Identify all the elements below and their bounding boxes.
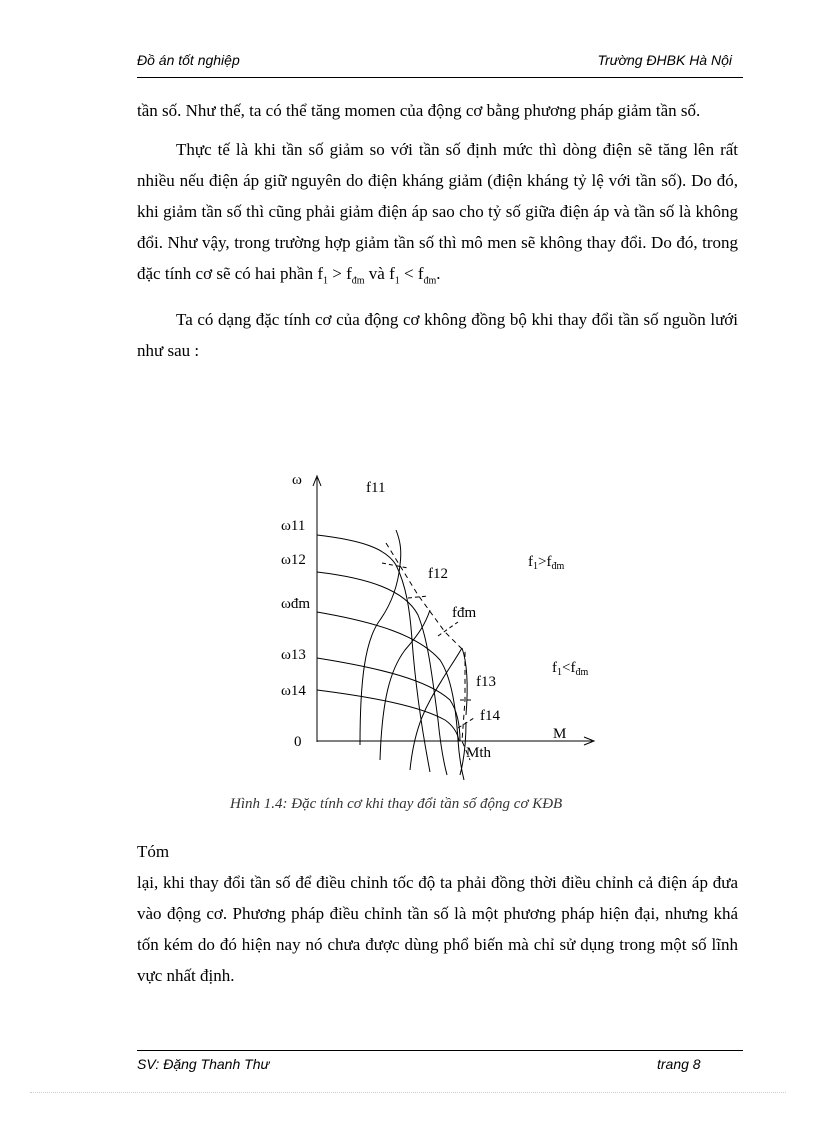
body-lower [137,836,738,991]
paragraph-1: tần số. Như thế, ta có thể tăng momen của động cơ bằng phương pháp giảm tần số. [137,101,701,120]
label-m: M [553,726,567,742]
paragraph-2: Thực tế là khi tần số giảm so với tần số định mức thì dòng điện sẽ tăng lên rất nhiều nếu điện áp giữ nguyên do điện kháng giảm (điện kháng tỷ lệ với tần số). Do đó, khi giảm tần số thì cũng phải giảm điện áp sao cho tỷ số giữa điện áp và tần số là không đổi. Như vậy, trong trường hợp giảm tần số thì mô men sẽ không thay đổi. Do đó, trong đặc tính cơ sẽ có hai phần $f_1 > f_{đm}$ và $f_1 < f_{đm}$. [137,140,738,287]
label-mth: Mth [466,745,492,761]
label-f12: f12 [428,566,448,582]
page-number: trang 8 [657,1056,701,1072]
dash-mark-2 [408,596,428,598]
header-left: Đồ án tốt nghiệp [137,52,240,68]
label-omega12: ω12 [281,552,306,568]
paragraph-3: Ta có dạng đặc tính cơ của động cơ không đồng bộ khi thay đổi tần số nguồn lưới như sau : [137,310,738,361]
curve-omegadm [317,612,464,780]
footer-rule [137,1050,743,1051]
label-f14: f14 [480,708,500,724]
label-omega11: ω11 [281,518,306,534]
label-f1-greater-fdm: $f_1>f_{đm}$ [528,554,565,572]
paragraph-4: lại, khi thay đổi tần số để điều chỉnh tốc độ ta phải đồng thời điều chỉnh cả điện áp đưa vào động cơ. Phương pháp điều chỉnh tần số là một phương pháp hiện đại, nhưng khá tốn kém do đó hiện nay nó chưa được dùng phổ biến mà chỉ sử dụng trong một số lĩnh vực nhất định. [137,873,738,985]
label-omega: ω [292,472,302,488]
dash-mark-3 [438,622,458,636]
label-f1-less-fdm: $f_1<f_{đm}$ [552,660,589,678]
label-omega13: ω13 [281,647,306,663]
footer-author: SV: Đặng Thanh Thư [137,1056,270,1072]
page-bottom-dotted-rule [30,1092,786,1093]
label-fdm: fđm [452,605,477,621]
curve-omega12 [317,572,447,775]
page-footer [137,1056,743,1078]
figure-caption: Hình 1.4: Đặc tính cơ khi thay đổi tần số động cơ KĐB [230,796,563,812]
label-omega14: ω14 [281,683,306,699]
label-f13: f13 [476,674,496,690]
curve-omega11 [317,535,430,772]
curve-f12 [380,610,430,760]
label-omegadm: ωđm [281,596,311,612]
label-f11: f11 [366,480,386,496]
label-zero: 0 [294,734,302,750]
paragraph-4-start: Tóm [137,842,170,861]
header-right: Trường ĐHBK Hà Nội [597,52,732,68]
